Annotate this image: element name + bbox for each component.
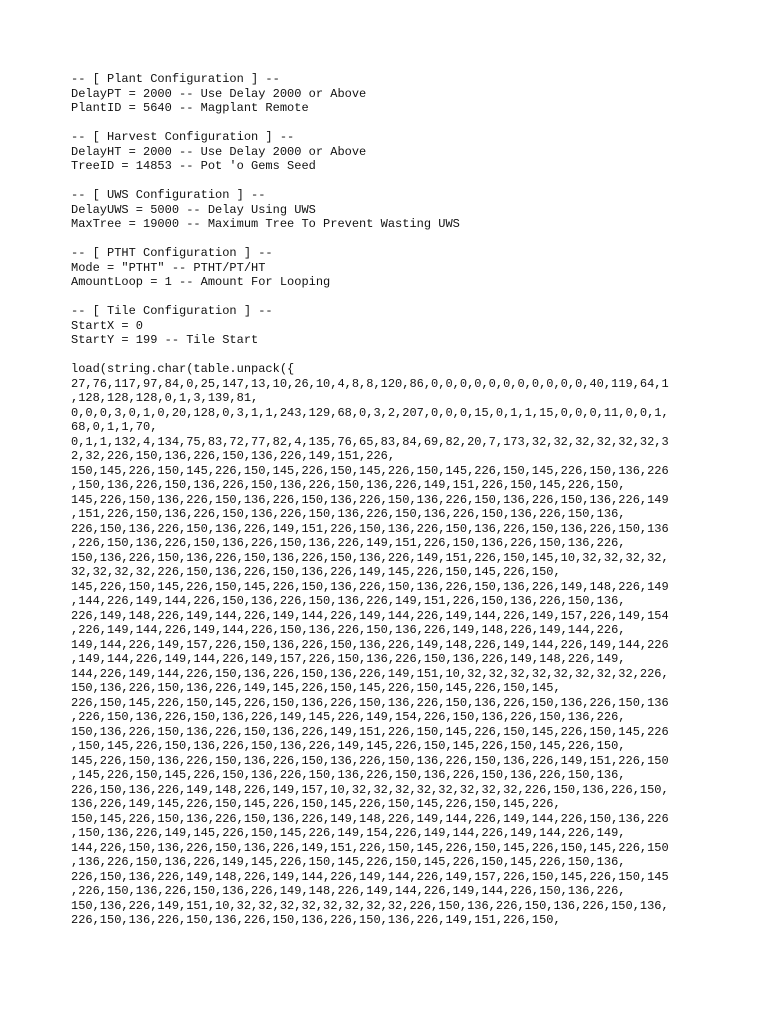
code-line: 0,1,1,132,4,134,75,83,72,77,82,4,135,76,65,83,84,69,82,20,7,173,32,32,32,32,32,32,3 — [71, 434, 669, 449]
code-line: 150,136,226,150,136,226,150,136,226,150,136,226,149,151,226,150,145,10,32,32,32,32, — [71, 550, 669, 565]
code-line: 226,150,136,226,149,148,226,149,144,226,149,144,226,149,157,226,150,145,226,150,145 — [71, 869, 669, 884]
code-line: ,144,226,149,144,226,150,136,226,150,136,226,149,151,226,150,136,226,150,136, — [71, 594, 626, 608]
code-line: 226,150,145,226,150,145,226,150,136,226,150,136,226,150,136,226,150,136,226,150,136 — [71, 695, 669, 710]
code-line: -- [ UWS Configuration ] -- — [71, 188, 266, 202]
code-line: ,150,136,226,150,136,226,150,136,226,150,136,226,149,151,226,150,145,226,150, — [71, 478, 626, 492]
code-line: 226,149,148,226,149,144,226,149,144,226,149,144,226,149,144,226,149,157,226,149,154 — [71, 608, 669, 623]
code-line: ,226,149,144,226,149,144,226,150,136,226,150,136,226,149,148,226,149,144,226, — [71, 623, 626, 637]
code-line: -- [ Plant Configuration ] -- — [71, 72, 280, 86]
blank-line — [71, 290, 701, 305]
blank-line — [71, 116, 701, 131]
code-line: 145,226,150,136,226,150,136,226,150,136,226,150,136,226,150,136,226,150,136,226,149 — [71, 492, 669, 507]
document-text — [71, 72, 701, 928]
code-line: DelayPT = 2000 -- Use Delay 2000 or Above — [71, 86, 367, 101]
code-line: ,226,150,136,226,150,136,226,149,145,226,149,154,226,150,136,226,150,136,226, — [71, 710, 626, 724]
code-line: 150,136,226,150,136,226,149,145,226,150,145,226,150,145,226,150,145, — [71, 681, 561, 695]
code-line: ,226,150,136,226,150,136,226,150,136,226,149,151,226,150,136,226,150,136,226, — [71, 536, 626, 550]
code-line: ,151,226,150,136,226,150,136,226,150,136,226,150,136,226,150,136,226,150,136, — [71, 507, 626, 521]
code-line: ,145,226,150,145,226,150,136,226,150,136,226,150,136,226,150,136,226,150,136, — [71, 768, 626, 782]
code-line: 226,150,136,226,149,148,226,149,157,10,32,32,32,32,32,32,32,32,226,150,136,226,150, — [71, 782, 669, 797]
code-line: StartY = 199 -- Tile Start — [71, 333, 259, 347]
code-line: 145,226,150,136,226,150,136,226,150,136,226,150,136,226,150,136,226,149,151,226,150 — [71, 753, 669, 768]
code-line: DelayUWS = 5000 -- Delay Using UWS — [71, 202, 316, 217]
code-line: 226,150,136,226,150,136,226,149,151,226,150,136,226,150,136,226,150,136,226,150,136 — [71, 521, 669, 536]
code-line: 150,136,226,149,151,10,32,32,32,32,32,32,32,32,226,150,136,226,150,136,226,150,136, — [71, 898, 669, 913]
code-line: ,149,144,226,149,144,226,149,157,226,150,136,226,150,136,226,149,148,226,149, — [71, 652, 626, 666]
code-line: 226,150,136,226,150,136,226,150,136,226,150,136,226,149,151,226,150, — [71, 913, 561, 927]
blank-line — [71, 348, 701, 363]
code-line: 68,0,1,1,70, — [71, 420, 158, 434]
code-line: MaxTree = 19000 -- Maximum Tree To Prevent Wasting UWS — [71, 217, 460, 231]
code-line: PlantID = 5640 -- Magplant Remote — [71, 101, 309, 115]
code-line: load(string.char(table.unpack({ — [71, 362, 295, 376]
code-line: 150,145,226,150,145,226,150,145,226,150,145,226,150,145,226,150,145,226,150,136,226 — [71, 463, 669, 478]
code-line: ,128,128,128,0,1,3,139,81, — [71, 391, 259, 405]
code-line: AmountLoop = 1 -- Amount For Looping — [71, 275, 331, 289]
code-line: DelayHT = 2000 -- Use Delay 2000 or Above — [71, 144, 367, 159]
code-line: ,136,226,150,136,226,149,145,226,150,145,226,150,145,226,150,145,226,150,136, — [71, 855, 626, 869]
code-line: -- [ PTHT Configuration ] -- — [71, 246, 273, 260]
code-line: 27,76,117,97,84,0,25,147,13,10,26,10,4,8,8,120,86,0,0,0,0,0,0,0,0,0,0,0,40,119,64,1 — [71, 376, 669, 391]
code-line: 150,145,226,150,136,226,150,136,226,149,148,226,149,144,226,149,144,226,150,136,226 — [71, 811, 669, 826]
code-line: ,150,136,226,149,145,226,150,145,226,149,154,226,149,144,226,149,144,226,149, — [71, 826, 626, 840]
code-line: 150,136,226,150,136,226,150,136,226,149,151,226,150,145,226,150,145,226,150,145,226 — [71, 724, 669, 739]
code-line: 144,226,149,144,226,150,136,226,150,136,226,149,151,10,32,32,32,32,32,32,32,32,226, — [71, 666, 669, 681]
code-line: 136,226,149,145,226,150,145,226,150,145,226,150,145,226,150,145,226, — [71, 797, 561, 811]
code-line: ,226,150,136,226,150,136,226,149,148,226,149,144,226,149,144,226,150,136,226, — [71, 884, 626, 898]
code-line: Mode = "PTHT" -- PTHT/PT/HT — [71, 260, 266, 275]
code-line: 2,32,226,150,136,226,150,136,226,149,151,226, — [71, 449, 396, 463]
code-line: -- [ Tile Configuration ] -- — [71, 304, 273, 318]
blank-line — [71, 174, 701, 189]
blank-line — [71, 232, 701, 247]
code-line: 32,32,32,32,226,150,136,226,150,136,226,149,145,226,150,145,226,150, — [71, 565, 561, 579]
code-line: TreeID = 14853 -- Pot 'o Gems Seed — [71, 159, 316, 173]
code-line: 145,226,150,145,226,150,145,226,150,136,226,150,136,226,150,136,226,149,148,226,149 — [71, 579, 669, 594]
code-line: 0,0,0,3,0,1,0,20,128,0,3,1,1,243,129,68,0,3,2,207,0,0,0,15,0,1,1,15,0,0,0,11,0,0,1, — [71, 405, 669, 420]
code-line: StartX = 0 — [71, 318, 144, 333]
code-line: 149,144,226,149,157,226,150,136,226,150,136,226,149,148,226,149,144,226,149,144,226 — [71, 637, 669, 652]
code-line: ,150,145,226,150,136,226,150,136,226,149,145,226,150,145,226,150,145,226,150, — [71, 739, 626, 753]
code-line: 144,226,150,136,226,150,136,226,149,151,226,150,145,226,150,145,226,150,145,226,150 — [71, 840, 669, 855]
code-line: -- [ Harvest Configuration ] -- — [71, 130, 295, 144]
